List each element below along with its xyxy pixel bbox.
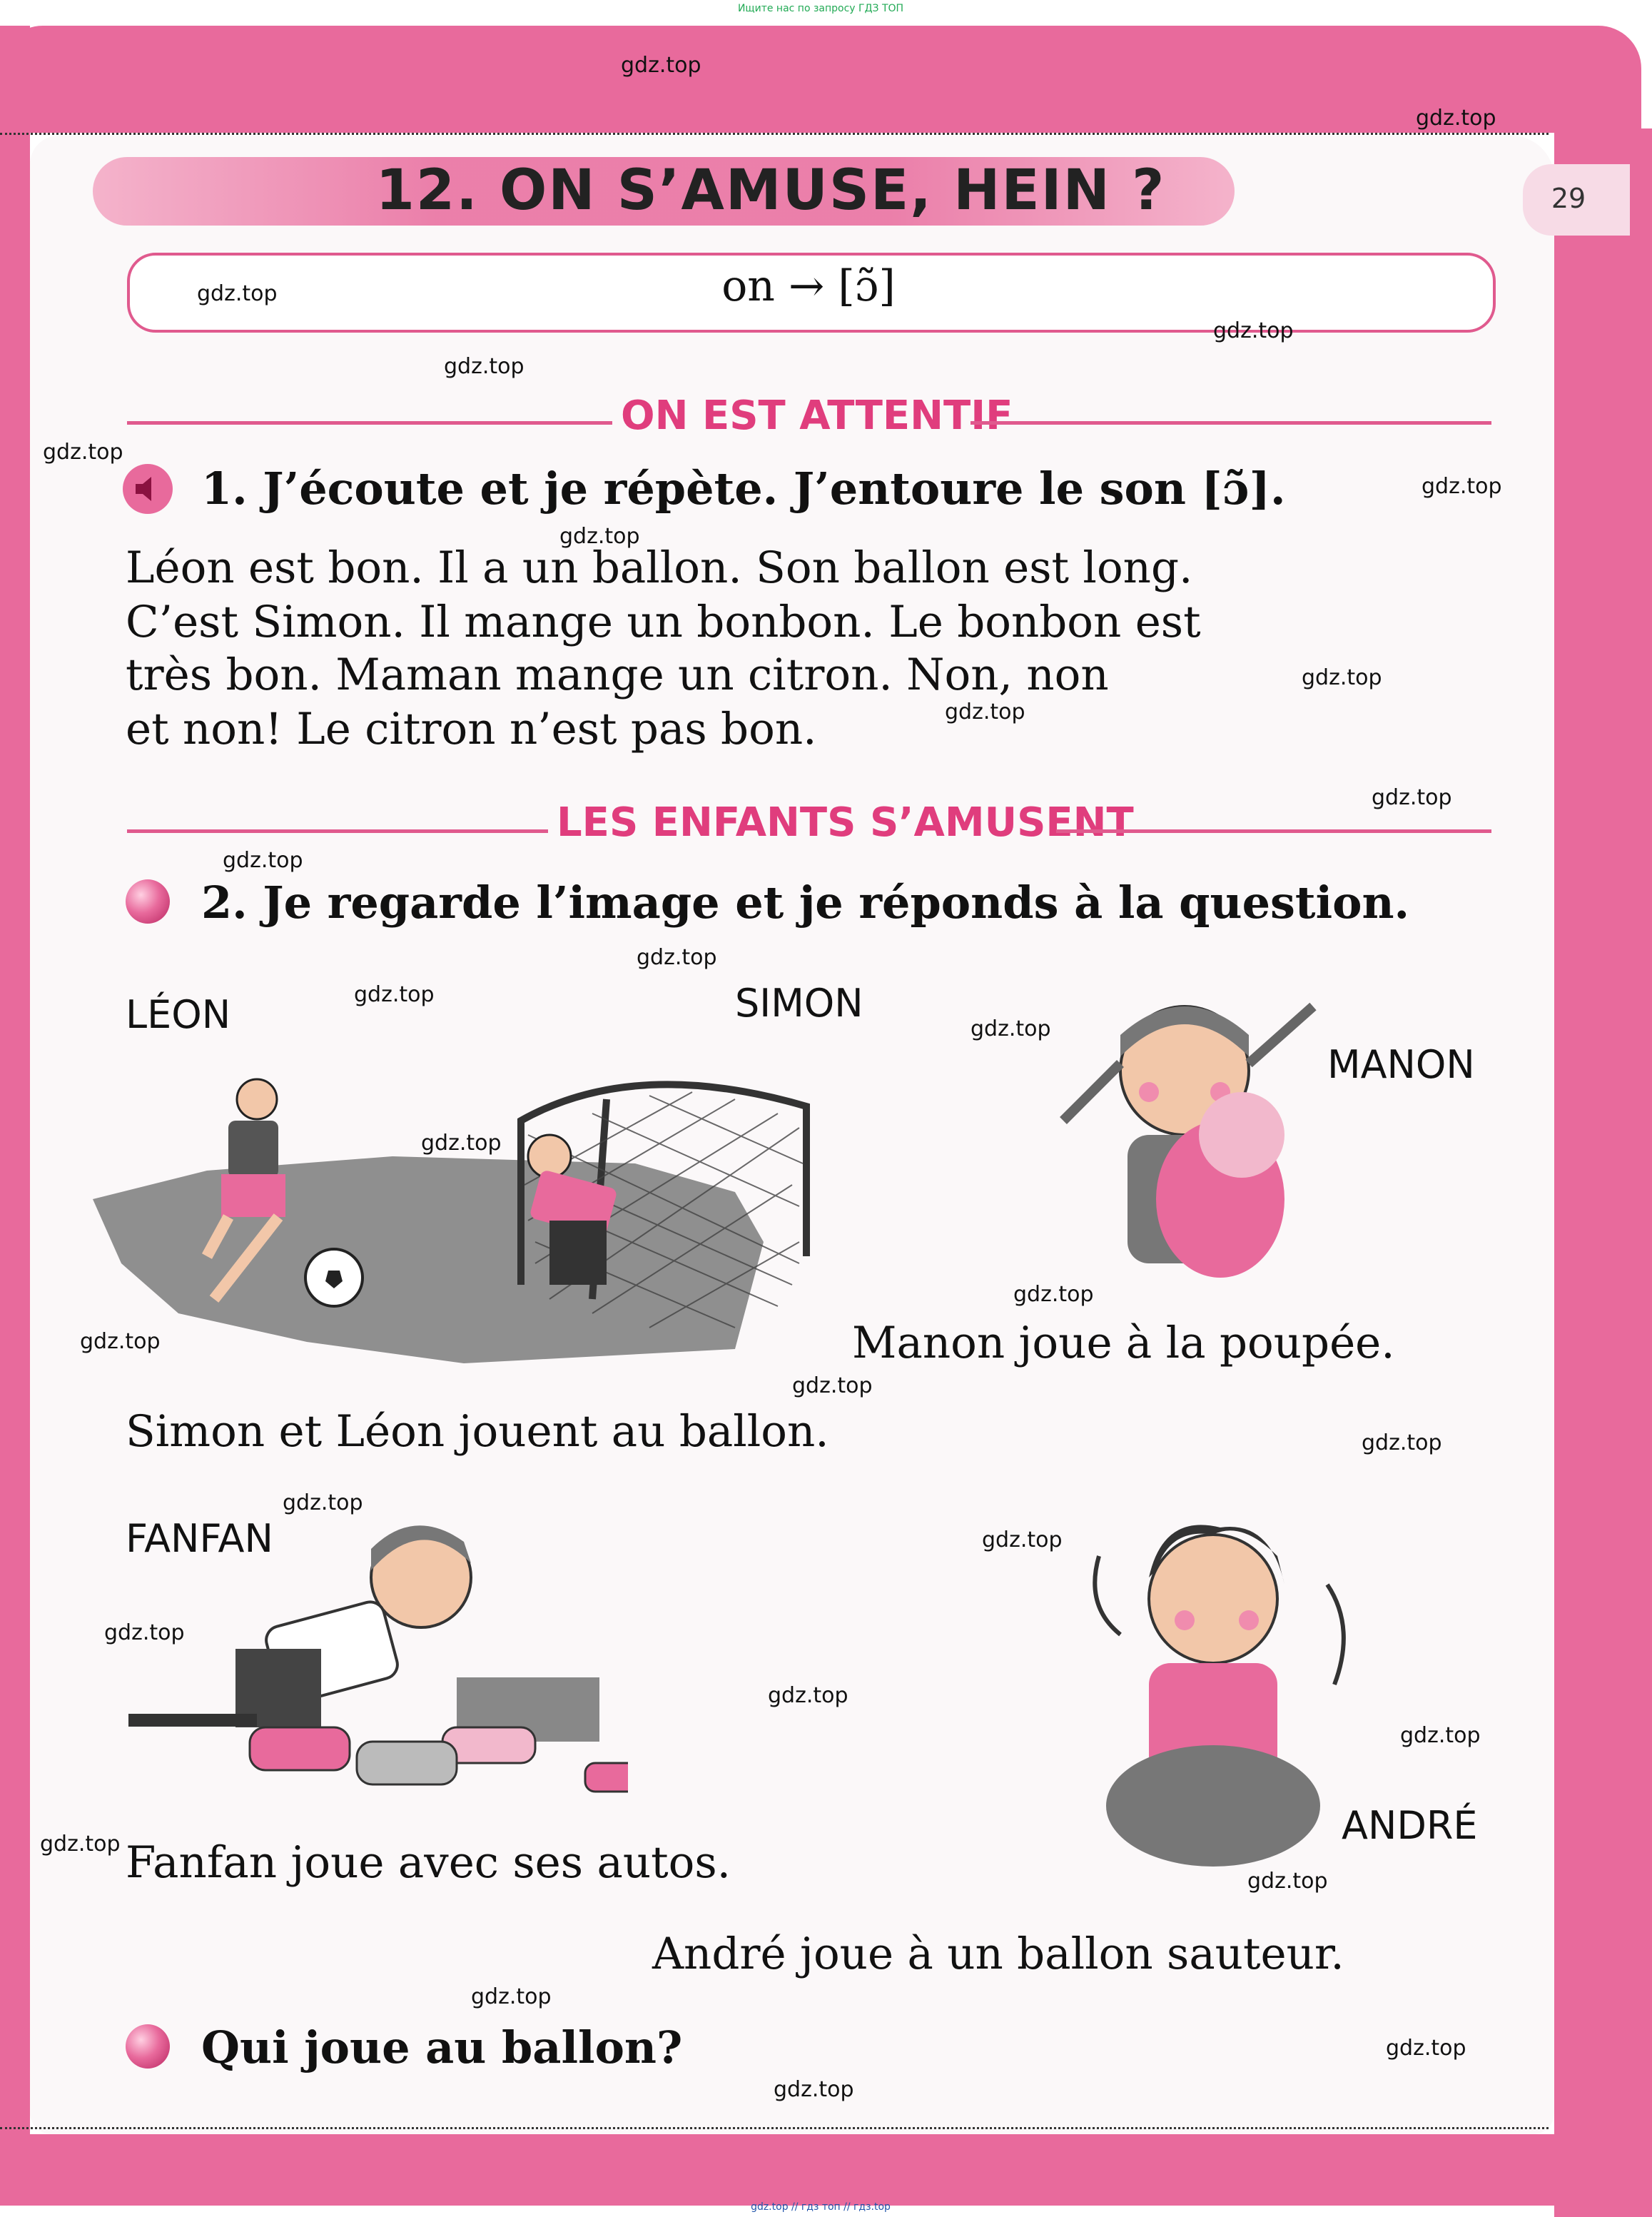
- watermark: gdz.top: [774, 2077, 854, 2102]
- page-number: 29: [1551, 183, 1586, 214]
- watermark: gdz.top: [1013, 1282, 1094, 1307]
- watermark: gdz.top: [43, 440, 123, 465]
- name-fanfan: FANFAN: [126, 1516, 273, 1561]
- speaker-bullet: [123, 464, 173, 514]
- watermark: gdz.top: [1362, 1430, 1442, 1455]
- watermark: gdz.top: [421, 1131, 502, 1156]
- manon-illustration: [1042, 978, 1342, 1292]
- bottom-note: gdz.top // гдз топ // гдз.top: [751, 2201, 891, 2213]
- lesson-title: 12. ON S’AMUSE, HEIN ?: [375, 158, 1166, 223]
- watermark: gdz.top: [1302, 665, 1382, 690]
- watermark: gdz.top: [444, 354, 525, 379]
- watermark: gdz.top: [1213, 318, 1294, 343]
- text-line-3: très bon. Maman mange un citron. Non, non: [126, 650, 1109, 700]
- caption-manon: Manon joue à la poupée.: [852, 1318, 1395, 1368]
- section-rule-left: [127, 421, 612, 425]
- section2-rule-right: [1056, 829, 1491, 833]
- sound-rule: on → [ɔ̃]: [721, 261, 896, 311]
- watermark: gdz.top: [971, 1016, 1051, 1041]
- text-line-4: et non! Le citron n’est pas bon.: [126, 704, 817, 754]
- question-bullet: [126, 2024, 170, 2069]
- name-leon: LÉON: [126, 992, 231, 1037]
- watermark: gdz.top: [104, 1620, 185, 1645]
- watermark: gdz.top: [945, 700, 1025, 724]
- watermark: gdz.top: [1372, 785, 1452, 810]
- page-frame-top: [0, 26, 1641, 133]
- name-simon: SIMON: [735, 981, 863, 1026]
- soccer-illustration: [93, 1028, 821, 1370]
- watermark: gdz.top: [40, 1832, 121, 1857]
- top-note: Ищите нас по запросу ГДЗ ТОП: [737, 3, 904, 14]
- watermark: gdz.top: [792, 1373, 873, 1398]
- section-rule-right: [971, 421, 1491, 425]
- dotted-rule-top: [0, 133, 1549, 135]
- watermark: gdz.top: [982, 1527, 1063, 1552]
- watermark: gdz.top: [1247, 1869, 1328, 1894]
- watermark: gdz.top: [1422, 474, 1502, 499]
- watermark: gdz.top: [354, 982, 435, 1007]
- page-frame-bottom: [0, 2134, 1652, 2206]
- page-frame-left: [0, 26, 30, 2196]
- watermark: gdz.top: [768, 1683, 848, 1708]
- watermark: gdz.top: [80, 1329, 161, 1354]
- watermark: gdz.top: [1416, 106, 1496, 131]
- watermark: gdz.top: [283, 1490, 363, 1515]
- caption-simon-leon: Simon et Léon jouent au ballon.: [126, 1406, 829, 1457]
- page-frame-right: [1554, 128, 1652, 2217]
- watermark: gdz.top: [559, 524, 640, 549]
- caption-fanfan: Fanfan joue avec ses autos.: [126, 1837, 731, 1888]
- watermark: gdz.top: [197, 281, 278, 306]
- section-heading-attentif: ON EST ATTENTIF: [621, 393, 1013, 439]
- fanfan-illustration: [128, 1513, 628, 1799]
- speaker-icon: [123, 464, 173, 514]
- text-line-2: C’est Simon. Il mange un bonbon. Le bonbon est: [126, 597, 1201, 647]
- watermark: gdz.top: [471, 1984, 552, 2009]
- watermark: gdz.top: [223, 848, 303, 873]
- name-manon: MANON: [1327, 1042, 1475, 1087]
- watermark: gdz.top: [637, 945, 717, 970]
- name-andre: ANDRÉ: [1342, 1803, 1478, 1848]
- watermark: gdz.top: [621, 53, 701, 78]
- watermark: gdz.top: [1386, 2036, 1466, 2061]
- watermark: gdz.top: [1400, 1723, 1481, 1748]
- exercise2-heading: 2. Je regarde l’image et je réponds à la question.: [201, 877, 1410, 929]
- exercise2-bullet: [126, 879, 170, 924]
- question: Qui joue au ballon?: [201, 2021, 683, 2074]
- section-heading-enfants: LES ENFANTS S’AMUSENT: [557, 799, 1134, 846]
- section2-rule-left: [127, 829, 548, 833]
- exercise1-heading: 1. J’écoute et je répète. J’entoure le son [ɔ̃].: [201, 463, 1286, 515]
- dotted-rule-bottom: [0, 2127, 1549, 2129]
- caption-andre: André joue à un ballon sauteur.: [652, 1929, 1344, 1979]
- text-line-1: Léon est bon. Il a un ballon. Son ballon est long.: [126, 542, 1193, 593]
